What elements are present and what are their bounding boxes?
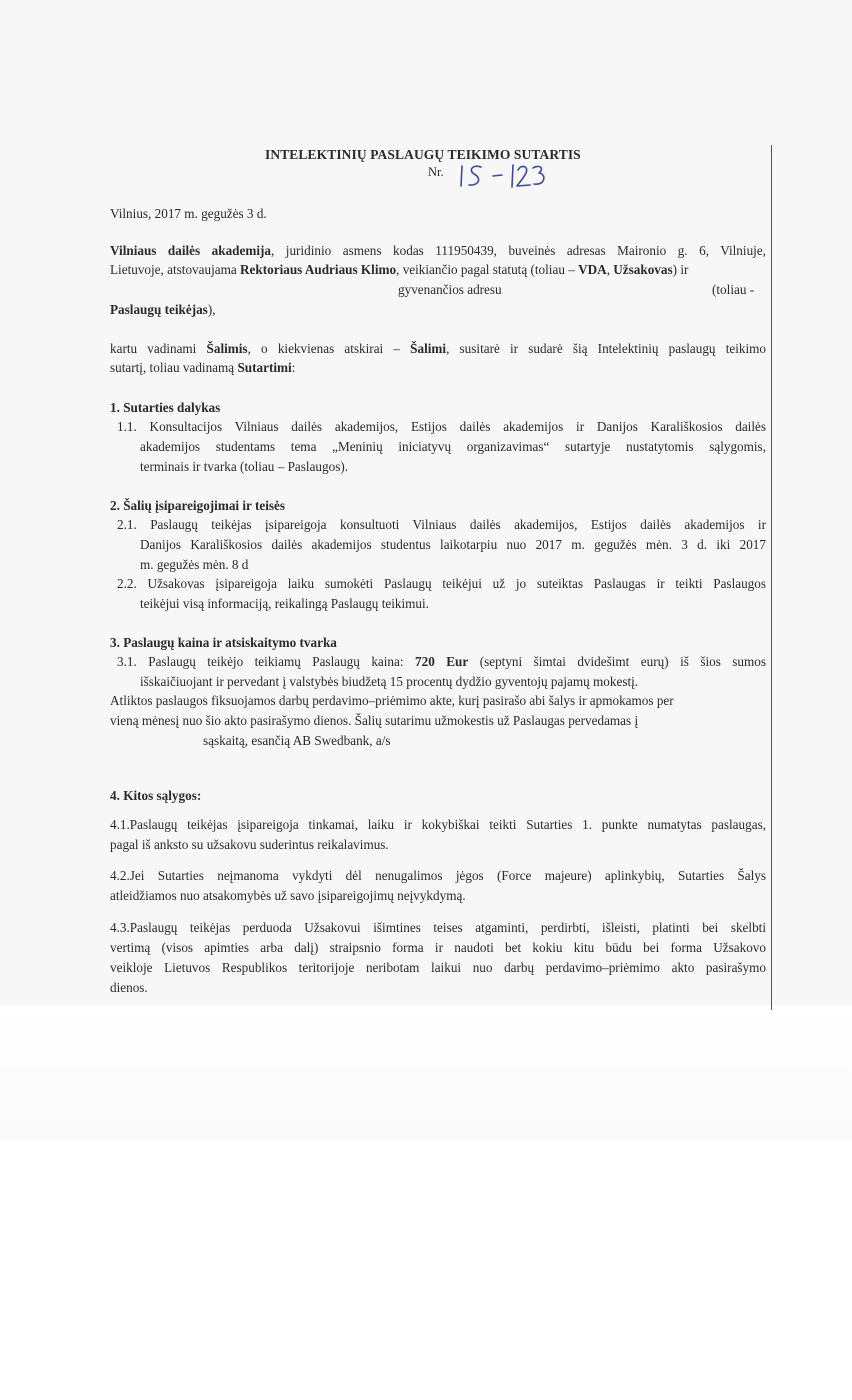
text-span: ),: [207, 302, 216, 317]
contract-title: INTELEKTINIŲ PASLAUGŲ TEIKIMO SUTARTIS: [265, 147, 581, 162]
clause-2-1-line-1: 2.1. Paslaugų teikėjas įsipareigoja konsultuoti Vilniaus dailės akademijos, Estijos dailės akademijos ir: [117, 517, 766, 532]
parties-line-2: [110, 260, 688, 280]
term-provider: Paslaugų teikėjas: [110, 302, 208, 317]
clause-4-1-line-1: 4.1.Paslaugų teikėjas įsipareigoja tinkamai, laiku ir kokybiškai teikti Sutarties 1. punkte numatytas paslaugas,: [110, 817, 766, 832]
price-amount: 720 Eur: [415, 654, 469, 669]
parties-line-1: [110, 241, 766, 261]
clause-3-1-line-2: išskaičiuojant ir pervedant į valstybės biudžetą 15 procentų dydžio gyventojų pajamų mokestį.: [140, 674, 639, 689]
heading-text: 2. Šalių įsipareigojimai ir teisės: [110, 498, 285, 513]
text-span: sutartį, toliau vadinamą: [110, 360, 238, 375]
margin-line: [771, 145, 772, 1010]
parties-summary-2: [110, 358, 295, 378]
text-span: , o kiekvienas atskirai –: [247, 341, 411, 356]
clause-1-1-line-1: 1.1. Konsultacijos Vilniaus dailės akademijos, Estijos dailės akademijos ir Danijos Karališkosios dailės: [117, 419, 766, 434]
clause-3-1-line-3: Atliktos paslaugos fiksuojamos darbų perdavimo–priėmimo akte, kurį pasirašo abi šalys ir apmokamos per: [110, 693, 674, 708]
rector-name: Rektoriaus Audriaus Klimo: [240, 262, 397, 277]
clause-4-2-line-2: atleidžiamos nuo atsakomybės už savo įsipareigojimų neįvykdymą.: [110, 888, 466, 903]
clause-2-2-line-2: teikėjui visą informaciją, reikalingą Paslaugų teikimui.: [140, 596, 429, 611]
parties-address-label: gyvenančios adresu: [398, 282, 502, 297]
clause-4-3-line-2: vertimą (visos apimties arba dalį) straipsnio forma ir naudoti bet kokiu kitu būdu bei forma Užsakovo: [110, 940, 766, 955]
clause-1-1-line-3: terminais ir tvarka (toliau – Paslaugos).: [140, 459, 349, 474]
text-span: kartu vadinami: [110, 341, 207, 356]
place-date: Vilnius, 2017 m. gegužės 3 d.: [110, 206, 267, 221]
text-span: Lietuvoje, atstovaujama: [110, 262, 241, 277]
text-span: ,: [606, 262, 614, 277]
clause-2-1-line-2: Danijos Karališkosios dailės akademijos studentus laikotarpiu nuo 2017 m. gegužės mėn. 3 d. iki 2017: [140, 537, 766, 552]
clause-3-1-line-5: sąskaitą, esančią AB Swedbank, a/s: [203, 733, 391, 748]
term-contract: Sutartimi: [237, 360, 292, 375]
parties-line-4: [110, 300, 216, 320]
party-name: Vilniaus dailės akademija: [110, 243, 271, 258]
section-2-heading: [110, 496, 285, 516]
section-1-heading: [110, 398, 220, 418]
text-span: ) ir: [672, 262, 689, 277]
heading-text: 1. Sutarties dalykas: [110, 400, 221, 415]
heading-text: 4. Kitos sąlygos:: [110, 788, 202, 803]
clause-4-3-line-4: dienos.: [110, 980, 148, 995]
term-client: Užsakovas: [613, 262, 673, 277]
handwritten-number: [455, 158, 550, 190]
clause-2-1-line-3: m. gegužės mėn. 8 d: [140, 557, 249, 572]
clause-4-3-line-1: 4.3.Paslaugų teikėjas perduoda Užsakovui išimtines teises atgaminti, perdirbti, išleisti, platinti bei skelbti: [110, 920, 766, 935]
heading-text: 3. Paslaugų kaina ir atsiskaitymo tvarka: [110, 635, 337, 650]
clause-4-3-line-3: veikloje Lietuvos Respublikos teritorijoje neribotam laikui nuo darbų perdavimo–priėmimo akto pasirašymo: [110, 960, 766, 975]
parties-toliau: (toliau -: [712, 282, 755, 297]
clause-4-2-line-1: 4.2.Jei Sutarties neįmanoma vykdyti dėl nenugalimos jėgos (Force majeure) aplinkybių, Sutarties Šalys: [110, 868, 766, 883]
contract-number-label: Nr.: [428, 165, 444, 179]
text-span: , veikiančio pagal statutą (toliau –: [396, 262, 579, 277]
term-party: Šalimi: [410, 341, 447, 356]
text-span: :: [291, 360, 296, 375]
section-4-heading: [110, 786, 201, 806]
clause-2-2-line-1: 2.2. Užsakovas įsipareigoja laiku sumokėti Paslaugų teikėjui už jo suteiktas Paslaugas ir teikti Paslaugos: [117, 576, 766, 591]
text-span: , susitarė ir sudarė šią Intelektinių paslaugų teikimo: [446, 341, 766, 356]
text-span: (septyni šimtai dvidešimt eurų) iš šios sumos: [468, 654, 767, 669]
clause-3-1-line-4: vieną mėnesį nuo šio akto pasirašymo dienos. Šalių sutarimu užmokestis už Paslaugas pervedamas į: [110, 713, 639, 728]
clause-1-1-line-2: akademijos studentams tema „Meninių iniciatyvų organizavimas“ sutartyje nustatytomis sąlygomis,: [140, 439, 766, 454]
party-details: , juridinio asmens kodas 111950439, buveinės adresas Maironio g. 6, Vilniuje,: [271, 243, 766, 258]
text-span: 3.1. Paslaugų teikėjo teikiamų Paslaugų kaina:: [117, 654, 415, 669]
term-parties: Šalimis: [206, 341, 248, 356]
parties-summary-1: [110, 339, 766, 359]
clause-4-1-line-2: pagal iš anksto su užsakovu suderintus reikalavimus.: [110, 837, 389, 852]
clause-3-1-line-1: [117, 652, 766, 672]
abbr-vda: VDA: [578, 262, 607, 277]
section-3-heading: [110, 633, 337, 653]
